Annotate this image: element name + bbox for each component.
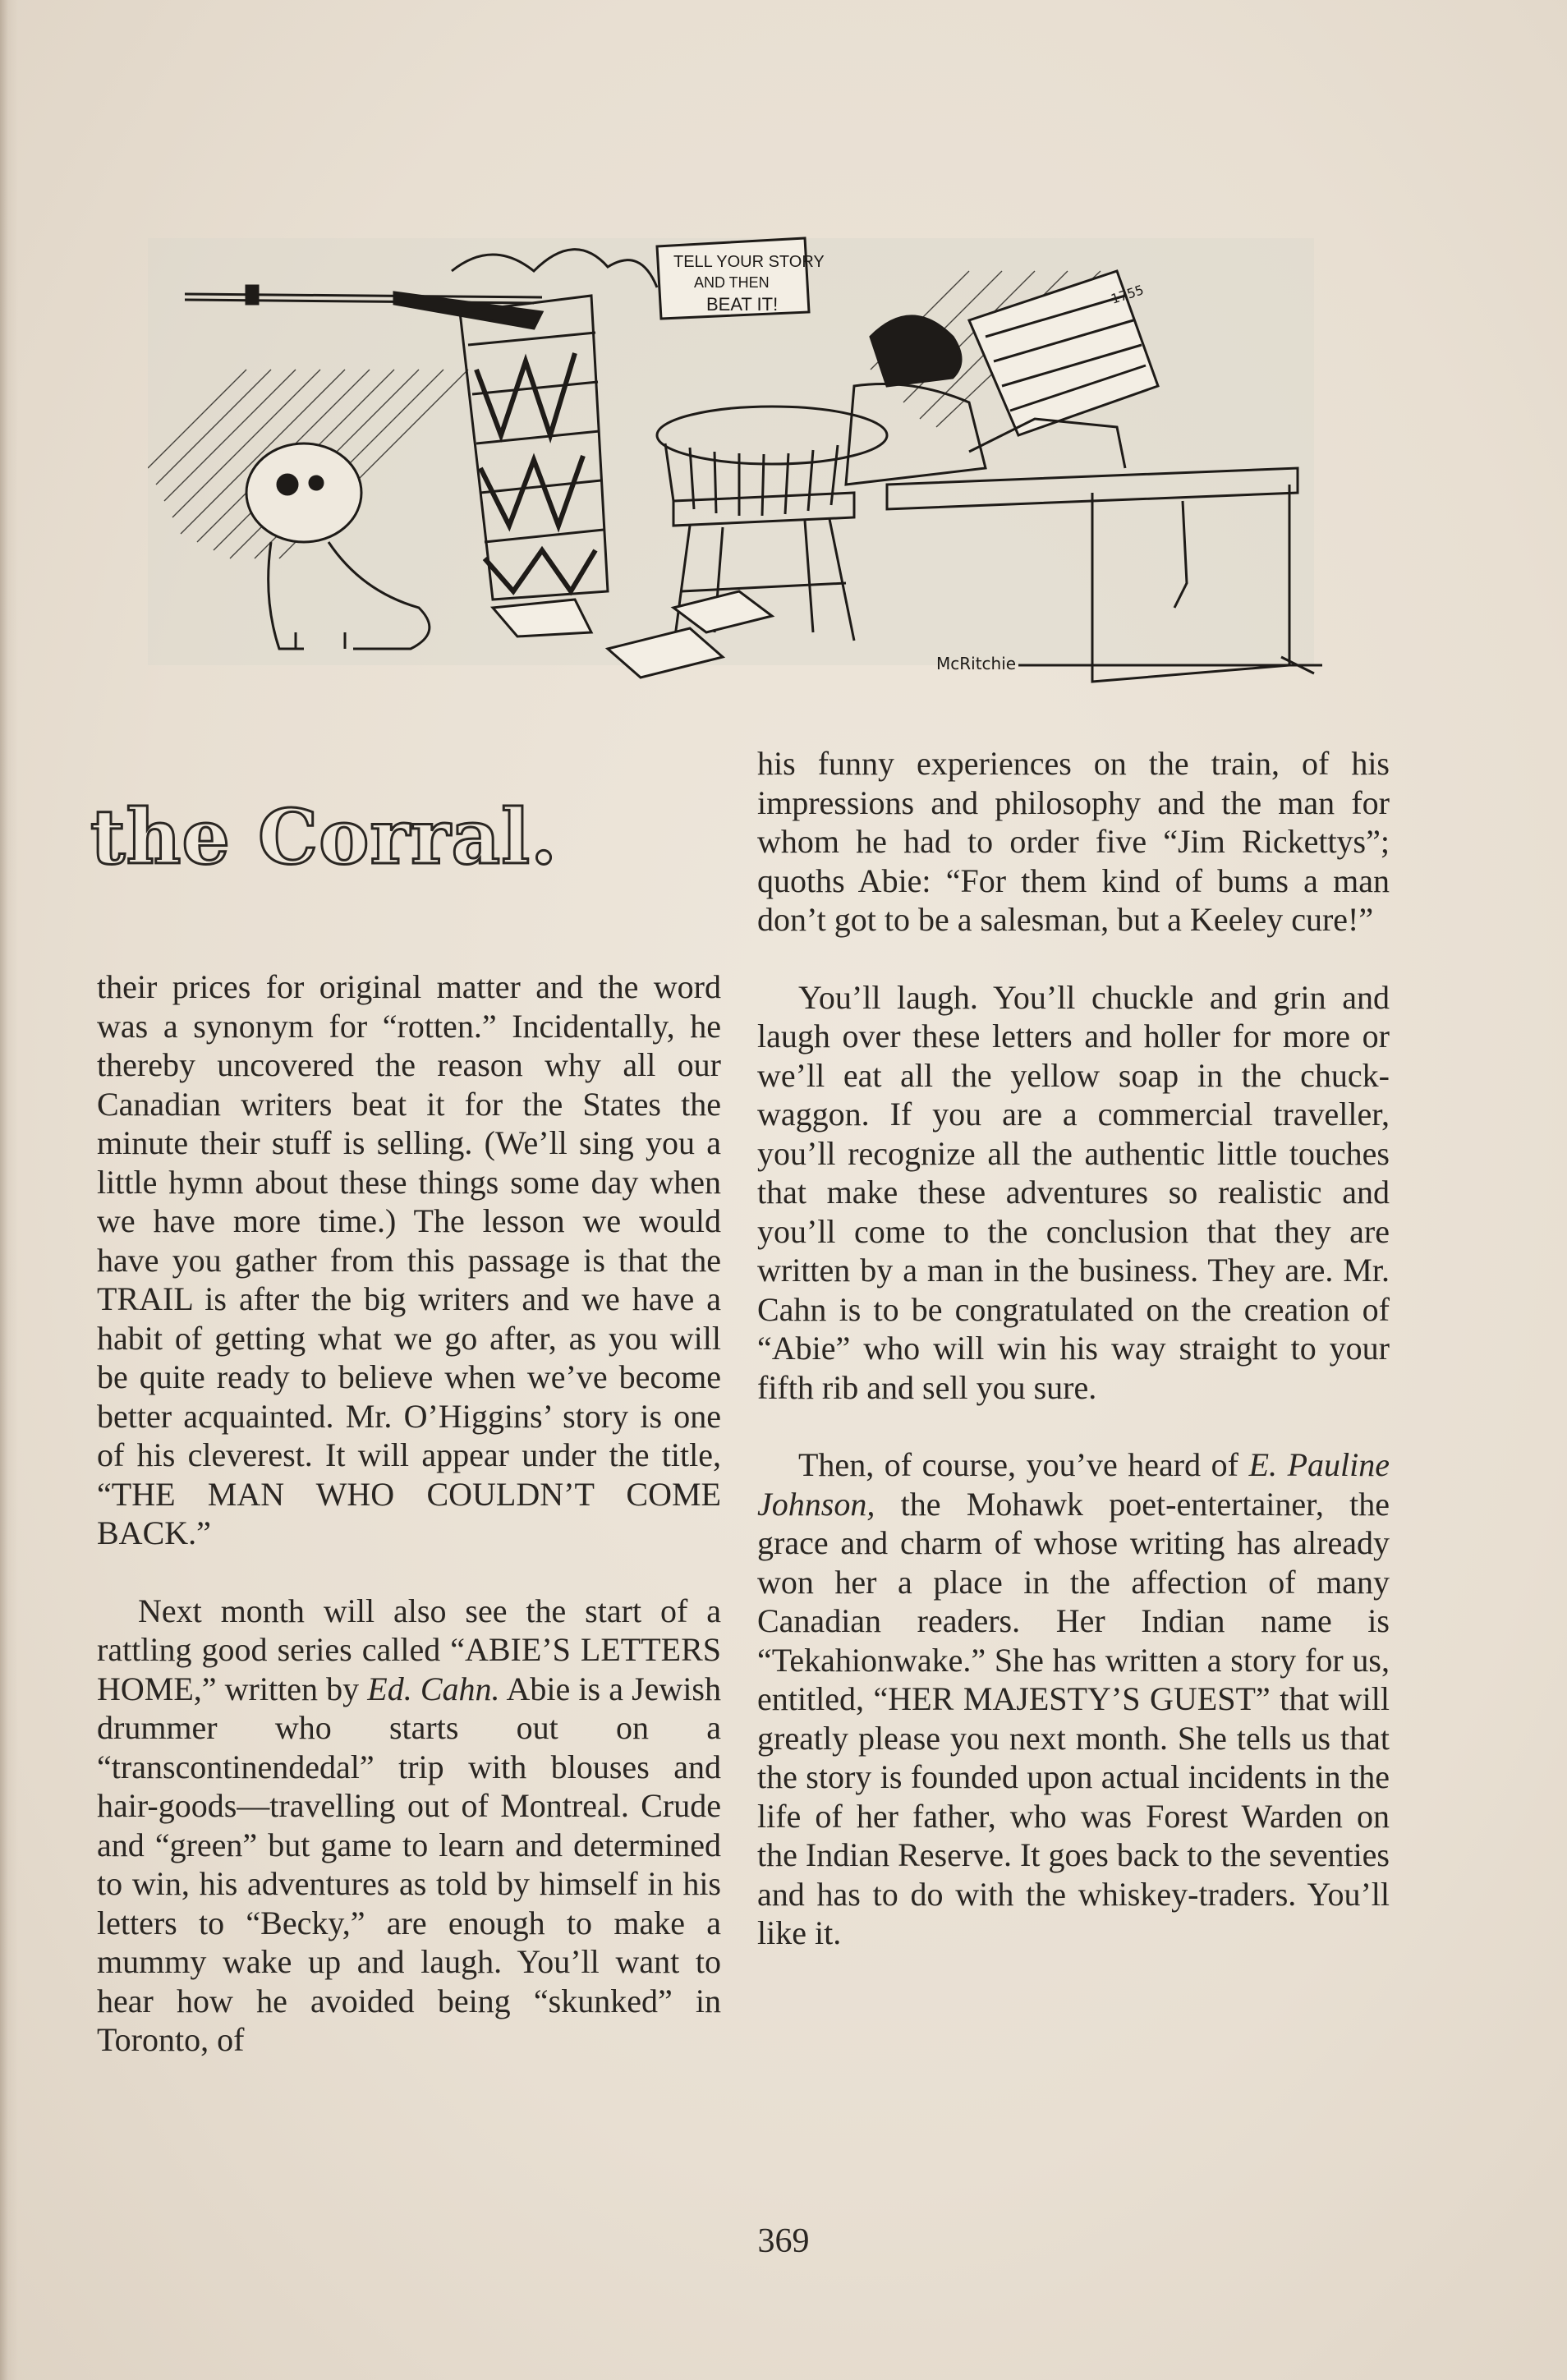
svg-text:AND THEN: AND THEN (694, 274, 770, 291)
section-heading: the Corral. (90, 793, 558, 881)
text-run: Next month will also see the start of a rattling good series called “ABIE’S LETTERS HOME,” written by (97, 1592, 721, 1707)
page-note-label: 1755 (1109, 282, 1146, 307)
artist-signature: McRitchie (936, 654, 1017, 673)
author-name: E. Pauline Johnson, (757, 1446, 1390, 1523)
paragraph: their prices for original matter and the word was a synonym for “rotten.” Incidentally, he thereby uncovered the reason why all our Canadian writers beat it for the States the minute their stuff is selling. (We’ll sing you a little hymn about these things some day when we have more time.) The lesson we would have you gather from this passage is that the TRAIL is after the big writers and we have a habit of getting what we go after, as you will be quite ready to believe when we’ve become better acquainted. Mr. O’Higgins’ story is one of his cleverest. It will appear under the title, “THE MAN WHO COULDN’T COME BACK.” (97, 968, 721, 1551)
text-run: Abie is a Jewish drummer who starts out on a “transcontinendedal” trip with blouses and hair-goods—travelling out of Montreal. Crude and “green” but game to learn and determined to win, his adventures as told by himself in his letters to “Becky,” are enough to make a mummy wake up and laugh. You’ll want to hear how he avoided being “skunked” in Toronto, of (97, 1670, 721, 2058)
text-run: the Mohawk poet-entertainer, the grace and charm of whose writing has already won her a place in the affection of many Canadian readers. Her Indian name is “Tekahionwake.” She has written a story for us, entitled, “HER MAJESTY’S GUEST” that will greatly please you next month. She tells us that the story is founded upon actual incidents in the life of her father, who was Forest Warden on the Indian Reserve. It goes back to the seventies and has to do with the whiskey-traders. You’ll like it. (757, 1485, 1390, 1951)
tell-your-story-sign (657, 238, 825, 319)
paragraph: You’ll laugh. You’ll chuckle and grin and laugh over these letters and holler for more or we’ll eat all the yellow soap in the chuck-waggon. If you are a commercial traveller, you’ll recognize all the authentic little touches that make these adventures so realistic and you’ll come to the conclusion that they are written by a man in the business. They are. Mr. Cahn is to be congratulated on the creation of “Abie” who will win his way straight to your fifth rib and sell you sure. (757, 978, 1390, 1406)
svg-text:BEAT IT!: BEAT IT! (706, 294, 779, 315)
right-text-column (757, 744, 1390, 1953)
text-run: Then, of course, you’ve heard of (798, 1446, 1249, 1483)
paragraph (97, 1592, 721, 2060)
left-text-column (97, 967, 721, 2060)
paragraph: his funny experiences on the train, of his impressions and philosophy and the man for whom he had to order five “Jim Rickettys”; quoths Abie: “For them kind of bums a man don’t got to be a salesman, but a Keeley cure!” (757, 745, 1390, 938)
page-number: 369 (757, 2222, 810, 2260)
author-name: Ed. Cahn. (367, 1670, 500, 1707)
paragraph (757, 1445, 1390, 1953)
svg-text:TELL YOUR STORY: TELL YOUR STORY (673, 253, 825, 271)
editorial-office-illustration (148, 222, 1322, 698)
